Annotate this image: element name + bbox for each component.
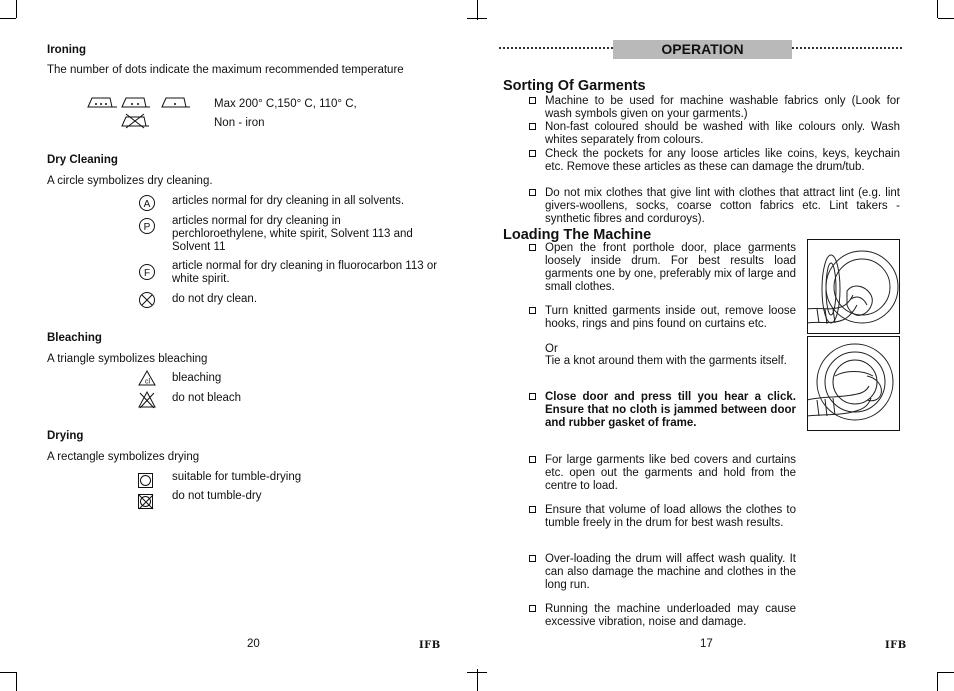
do-not-bleach-text: do not bleach [172, 392, 242, 404]
crop-mark [0, 18, 16, 19]
loading-item: Ensure that volume of load allows the clothes to tumble freely in the drum for best wash results. [545, 504, 796, 529]
loading-garments-illustration [807, 239, 900, 334]
crop-mark [938, 18, 954, 19]
sorting-item: Do not mix clothes that give lint with clothes that attract lint (e.g. lint givers-woollens, socks, coarse cotton fabrics etc. Lint takers - synthetic fibres and corduroys). [545, 187, 900, 225]
bullet-box [529, 605, 536, 612]
dry-clean-f-icon [138, 263, 156, 281]
loading-heading: Loading The Machine [503, 227, 652, 243]
crop-mark [16, 672, 17, 691]
ifb-logo-right: IFB [885, 640, 907, 651]
dry-cleaning-intro: A circle symbolizes dry cleaning. [47, 175, 213, 187]
sorting-item: Non-fast coloured should be washed with like colours only. Wash whites separately from colours. [545, 121, 900, 146]
iron-three-dots-icon [86, 95, 192, 109]
loading-item: Tie a knot around them with the garments itself. [545, 355, 787, 367]
iron-temperatures: Max 200° C,150° C, 110° C, [214, 98, 357, 110]
closing-door-illustration [807, 336, 900, 431]
loading-item: Running the machine underloaded may cause excessive vibration, noise and damage. [545, 603, 796, 628]
tumble-dry-icon [137, 472, 155, 490]
ifb-logo-left: IFB [419, 640, 441, 651]
do-not-iron-icon [120, 113, 150, 129]
svg-text:F: F [143, 268, 151, 279]
bullet-box [529, 150, 536, 157]
bullet-box [529, 456, 536, 463]
loading-item: Turn knitted garments inside out, remove loose hooks, rings and pins found on curtains etc. [545, 305, 796, 330]
crop-mark [477, 669, 478, 691]
svg-text:cl: cl [144, 378, 151, 386]
bullet-box [529, 123, 536, 130]
loading-item-or: Or [545, 343, 558, 355]
crop-mark [477, 0, 478, 20]
tumble-dry-text: suitable for tumble-drying [172, 471, 302, 483]
crop-mark [938, 672, 954, 673]
dry-clean-a-icon [138, 194, 156, 212]
bleaching-text: bleaching [172, 372, 222, 384]
sorting-item: Check the pockets for any loose articles like coins, keys, keychain etc. Remove these articles as these can damage the drum/tub. [545, 148, 900, 173]
sorting-item: Machine to be used for machine washable fabrics only (Look for wash symbols given on your garments.) [545, 95, 900, 120]
bullet-box [529, 555, 536, 562]
bullet-box [529, 244, 536, 251]
crop-mark [937, 0, 938, 18]
bullet-box [529, 307, 536, 314]
bullet-box [529, 393, 536, 400]
do-not-dry-clean-icon [138, 291, 156, 309]
do-not-dry-clean-text: do not dry clean. [172, 293, 258, 305]
ironing-heading: Ironing [47, 44, 86, 56]
dry-clean-a-text: articles normal for dry cleaning in all solvents. [172, 195, 405, 207]
bullet-box [529, 97, 536, 104]
loading-item: For large garments like bed covers and curtains etc. open out the garments and hold from the centre to load. [545, 454, 796, 492]
drying-intro: A rectangle symbolizes drying [47, 451, 200, 463]
drying-heading: Drying [47, 430, 84, 442]
banner-dots-left [499, 47, 613, 49]
dry-clean-p-text: articles normal for dry cleaning in perchloroethylene, white spirit, Solvent 113 and Solvent 11 [172, 215, 413, 253]
bleaching-heading: Bleaching [47, 332, 102, 344]
loading-item: Open the front porthole door, place garments loosely inside drum. For best results load garments one by one, preferably mix of large and small clothes. [545, 242, 796, 293]
dry-clean-f-text: article normal for dry cleaning in fluorocarbon 113 or white spirit. [172, 260, 438, 285]
bleaching-intro: A triangle symbolizes bleaching [47, 353, 208, 365]
loading-item-bold: Close door and press till you hear a click. Ensure that no cloth is jammed between door and rubber gasket of frame. [545, 391, 796, 429]
do-not-tumble-dry-icon [137, 493, 155, 511]
dry-cleaning-heading: Dry Cleaning [47, 154, 118, 166]
bullet-box [529, 189, 536, 196]
ironing-intro: The number of dots indicate the maximum recommended temperature [47, 64, 404, 76]
crop-mark [16, 0, 17, 18]
crop-mark [937, 672, 938, 691]
page-number-right: 17 [700, 638, 713, 650]
page-number-left: 20 [247, 638, 260, 650]
sorting-heading: Sorting Of Garments [503, 78, 646, 94]
dry-clean-p-icon [138, 217, 156, 235]
do-not-bleach-icon [137, 390, 157, 410]
operation-banner: OPERATION [613, 40, 792, 59]
bleach-icon [137, 369, 157, 387]
non-iron-label: Non - iron [214, 117, 265, 129]
loading-item: Over-loading the drum will affect wash quality. It can also damage the machine and clothes in the long run. [545, 553, 796, 591]
crop-mark [0, 672, 16, 673]
do-not-tumble-dry-text: do not tumble-dry [172, 490, 262, 502]
banner-dots-right [792, 47, 902, 49]
bullet-box [529, 506, 536, 513]
svg-text:A: A [143, 199, 151, 210]
svg-text:P: P [143, 222, 151, 233]
